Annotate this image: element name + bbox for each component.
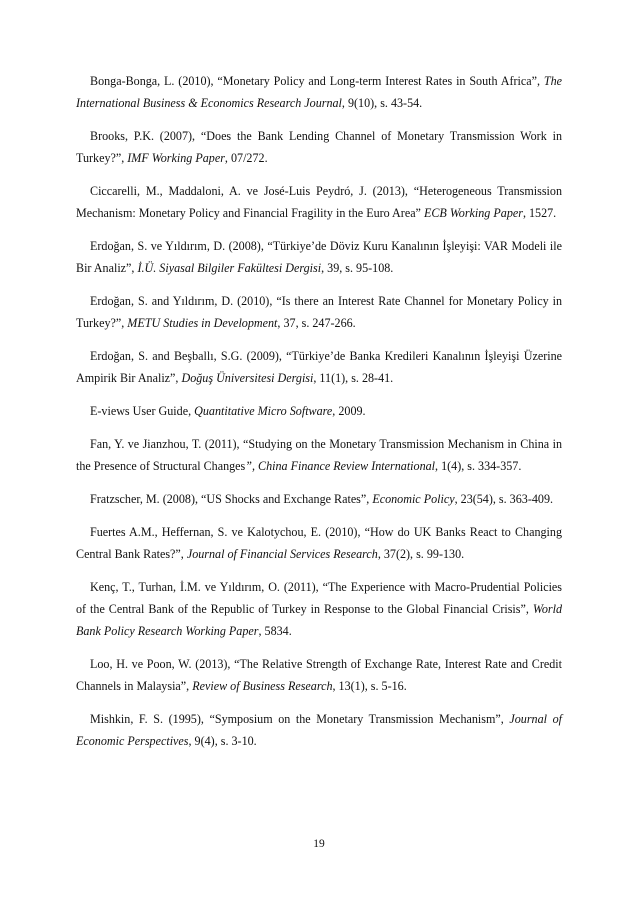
reference-item: Ciccarelli, M., Maddaloni, A. ve José-Luis Peydró, J. (2013), “Heterogeneous Transmission Mechanism: Monetary Policy and Financial Fragility in the Euro Area” ECB Working Paper, 1527. bbox=[76, 184, 562, 220]
reference-item: Fuertes A.M., Heffernan, S. ve Kalotychou, E. (2010), “How do UK Banks React to Changing Central Bank Rates?”, Journal of Financial Services Research, 37(2), s. 99-130. bbox=[76, 525, 562, 561]
reference-item: Kenç, T., Turhan, İ.M. ve Yıldırım, O. (2011), “The Experience with Macro-Prudential Policies of the Central Bank of the Republic of Turkey in Response to the Global Financial Crisis”, World Bank Policy Research Working Paper, 5834. bbox=[76, 580, 562, 638]
reference-item: Brooks, P.K. (2007), “Does the Bank Lending Channel of Monetary Transmission Work in Turkey?”, IMF Working Paper, 07/272. bbox=[76, 129, 562, 165]
reference-item: E-views User Guide, Quantitative Micro Software, 2009. bbox=[90, 404, 366, 418]
reference-item: Erdoğan, S. and Beşballı, S.G. (2009), “Türkiye’de Banka Kredileri Kanalının İşleyişi Üzerine Ampirik Bir Analiz”, Doğuş Üniversitesi Dergisi, 11(1), s. 28-41. bbox=[76, 349, 562, 385]
reference-item: Fan, Y. ve Jianzhou, T. (2011), “Studying on the Monetary Transmission Mechanism in China in the Presence of Structural Changes”, China Finance Review International, 1(4), s. 334-357. bbox=[76, 437, 562, 473]
reference-item: Bonga-Bonga, L. (2010), “Monetary Policy and Long-term Interest Rates in South Africa”, The International Business & Economics Research Journal, 9(10), s. 43-54. bbox=[76, 74, 562, 110]
reference-item: Erdoğan, S. and Yıldırım, D. (2010), “Is there an Interest Rate Channel for Monetary Policy in Turkey?”, METU Studies in Development, 37, s. 247-266. bbox=[76, 294, 562, 330]
reference-item: Mishkin, F. S. (1995), “Symposium on the Monetary Transmission Mechanism”, Journal of Economic Perspectives, 9(4), s. 3-10. bbox=[76, 712, 562, 748]
reference-item: Loo, H. ve Poon, W. (2013), “The Relative Strength of Exchange Rate, Interest Rate and Credit Channels in Malaysia”, Review of Business Research, 13(1), s. 5-16. bbox=[76, 657, 562, 693]
reference-item: Erdoğan, S. ve Yıldırım, D. (2008), “Türkiye’de Döviz Kuru Kanalının İşleyişi: VAR Modeli ile Bir Analiz”, İ.Ü. Siyasal Bilgiler Fakültesi Dergisi, 39, s. 95-108. bbox=[76, 239, 562, 275]
page-number: 19 bbox=[313, 838, 325, 850]
reference-item: Fratzscher, M. (2008), “US Shocks and Exchange Rates”, Economic Policy, 23(54), s. 363-409. bbox=[90, 492, 554, 506]
reference-list bbox=[76, 70, 562, 763]
